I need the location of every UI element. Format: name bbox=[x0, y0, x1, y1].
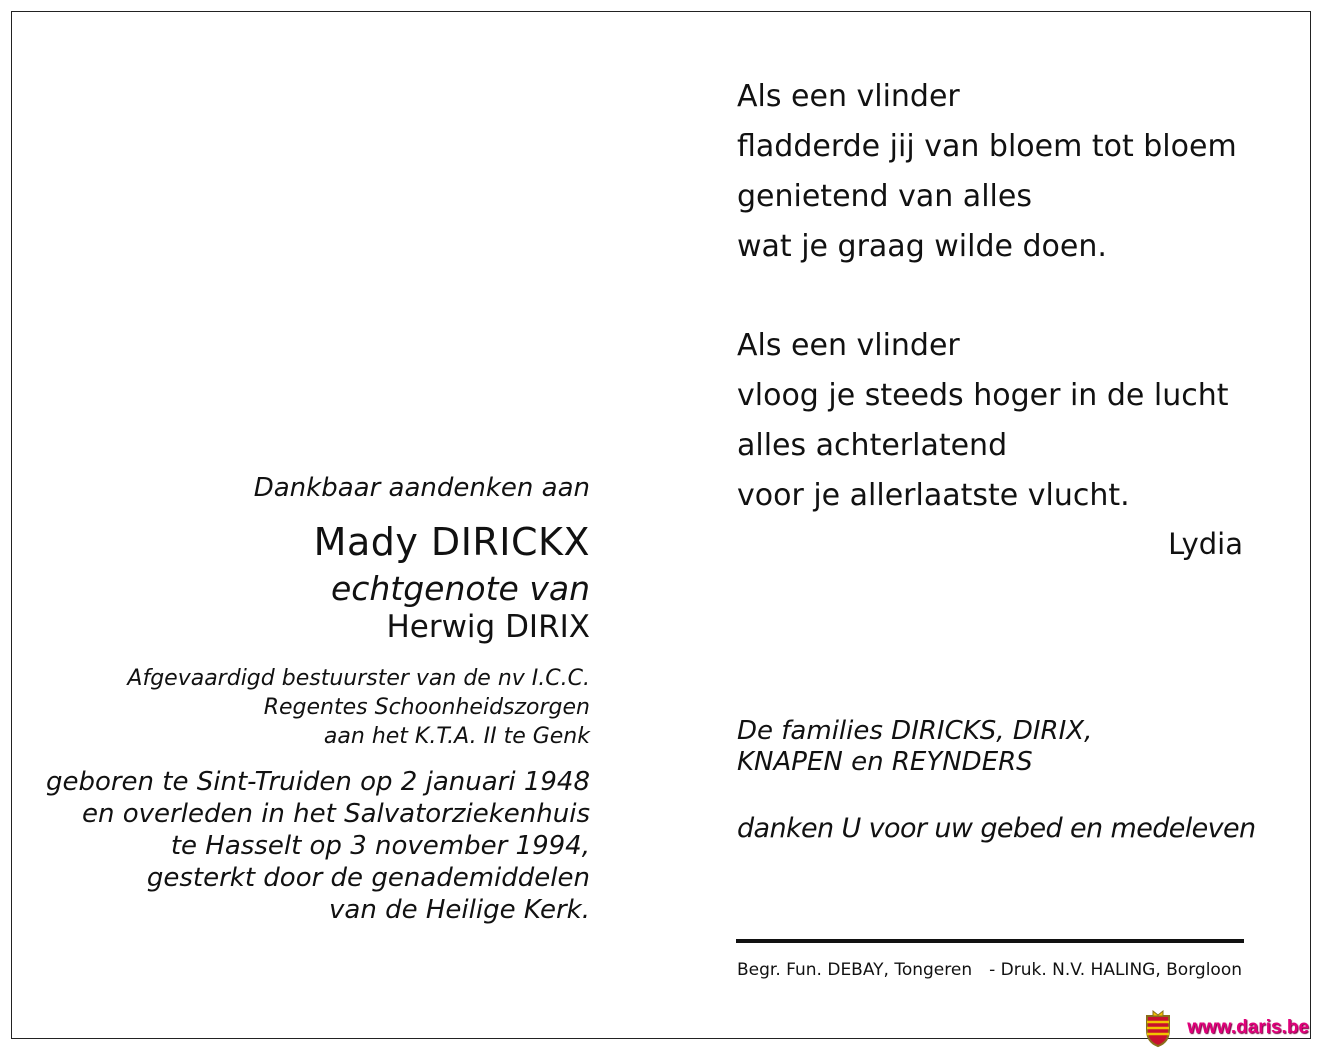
watermark bbox=[1143, 1008, 1309, 1048]
biography-line: gesterkt door de genademiddelen bbox=[146, 863, 590, 893]
poem-stanza-1 bbox=[737, 72, 1237, 272]
occupation-block bbox=[127, 664, 590, 751]
printer-credits bbox=[737, 960, 1242, 980]
watermark-text[interactable]: www.daris.be bbox=[1187, 1017, 1309, 1038]
families-thanks: danken U voor uw gebed en medeleven bbox=[737, 813, 1256, 844]
occupation-line: Regentes Schoonheidszorgen bbox=[263, 695, 590, 720]
printer-credit: - Druk. N.V. HALING, Borgloon bbox=[989, 960, 1242, 980]
poem-stanza-2 bbox=[737, 321, 1229, 521]
poem-line: Als een vlinder bbox=[737, 328, 960, 363]
occupation-line: Afgevaardigd bestuurster van de nv I.C.C. bbox=[127, 666, 590, 691]
biography-line: geboren te Sint-Truiden op 2 januari 1948 bbox=[45, 767, 590, 797]
divider-rule bbox=[736, 939, 1244, 943]
poem-author: Lydia bbox=[1168, 527, 1243, 561]
families-line: De families DIRICKS, DIRIX, bbox=[737, 716, 1093, 746]
dedication-heading: Dankbaar aandenken aan bbox=[253, 473, 590, 503]
poem-line: vloog je steeds hoger in de lucht bbox=[737, 378, 1229, 413]
undertaker-credit: Begr. Fun. DEBAY, Tongeren bbox=[737, 960, 973, 980]
poem-line: fladderde jij van bloem tot bloem bbox=[737, 129, 1237, 164]
spouse-relation: echtgenote van bbox=[330, 569, 590, 608]
biography-line: te Hasselt op 3 november 1994, bbox=[170, 831, 590, 861]
biography-block bbox=[46, 766, 590, 926]
biography-line: van de Heilige Kerk. bbox=[329, 895, 590, 925]
coat-of-arms-icon bbox=[1143, 1008, 1173, 1048]
poem-line: wat je graag wilde doen. bbox=[737, 229, 1107, 264]
deceased-name: Mady DIRICKX bbox=[313, 520, 590, 564]
biography-line: en overleden in het Salvatorziekenhuis bbox=[82, 799, 590, 829]
poem-line: voor je allerlaatste vlucht. bbox=[737, 478, 1130, 513]
families-block bbox=[737, 716, 1092, 778]
poem-line: Als een vlinder bbox=[737, 79, 960, 114]
poem-line: genietend van alles bbox=[737, 179, 1032, 214]
spouse-name: Herwig DIRIX bbox=[386, 609, 590, 645]
occupation-line: aan het K.T.A. II te Genk bbox=[323, 724, 590, 749]
poem-line: alles achterlatend bbox=[737, 428, 1008, 463]
families-line: KNAPEN en REYNDERS bbox=[737, 747, 1033, 777]
